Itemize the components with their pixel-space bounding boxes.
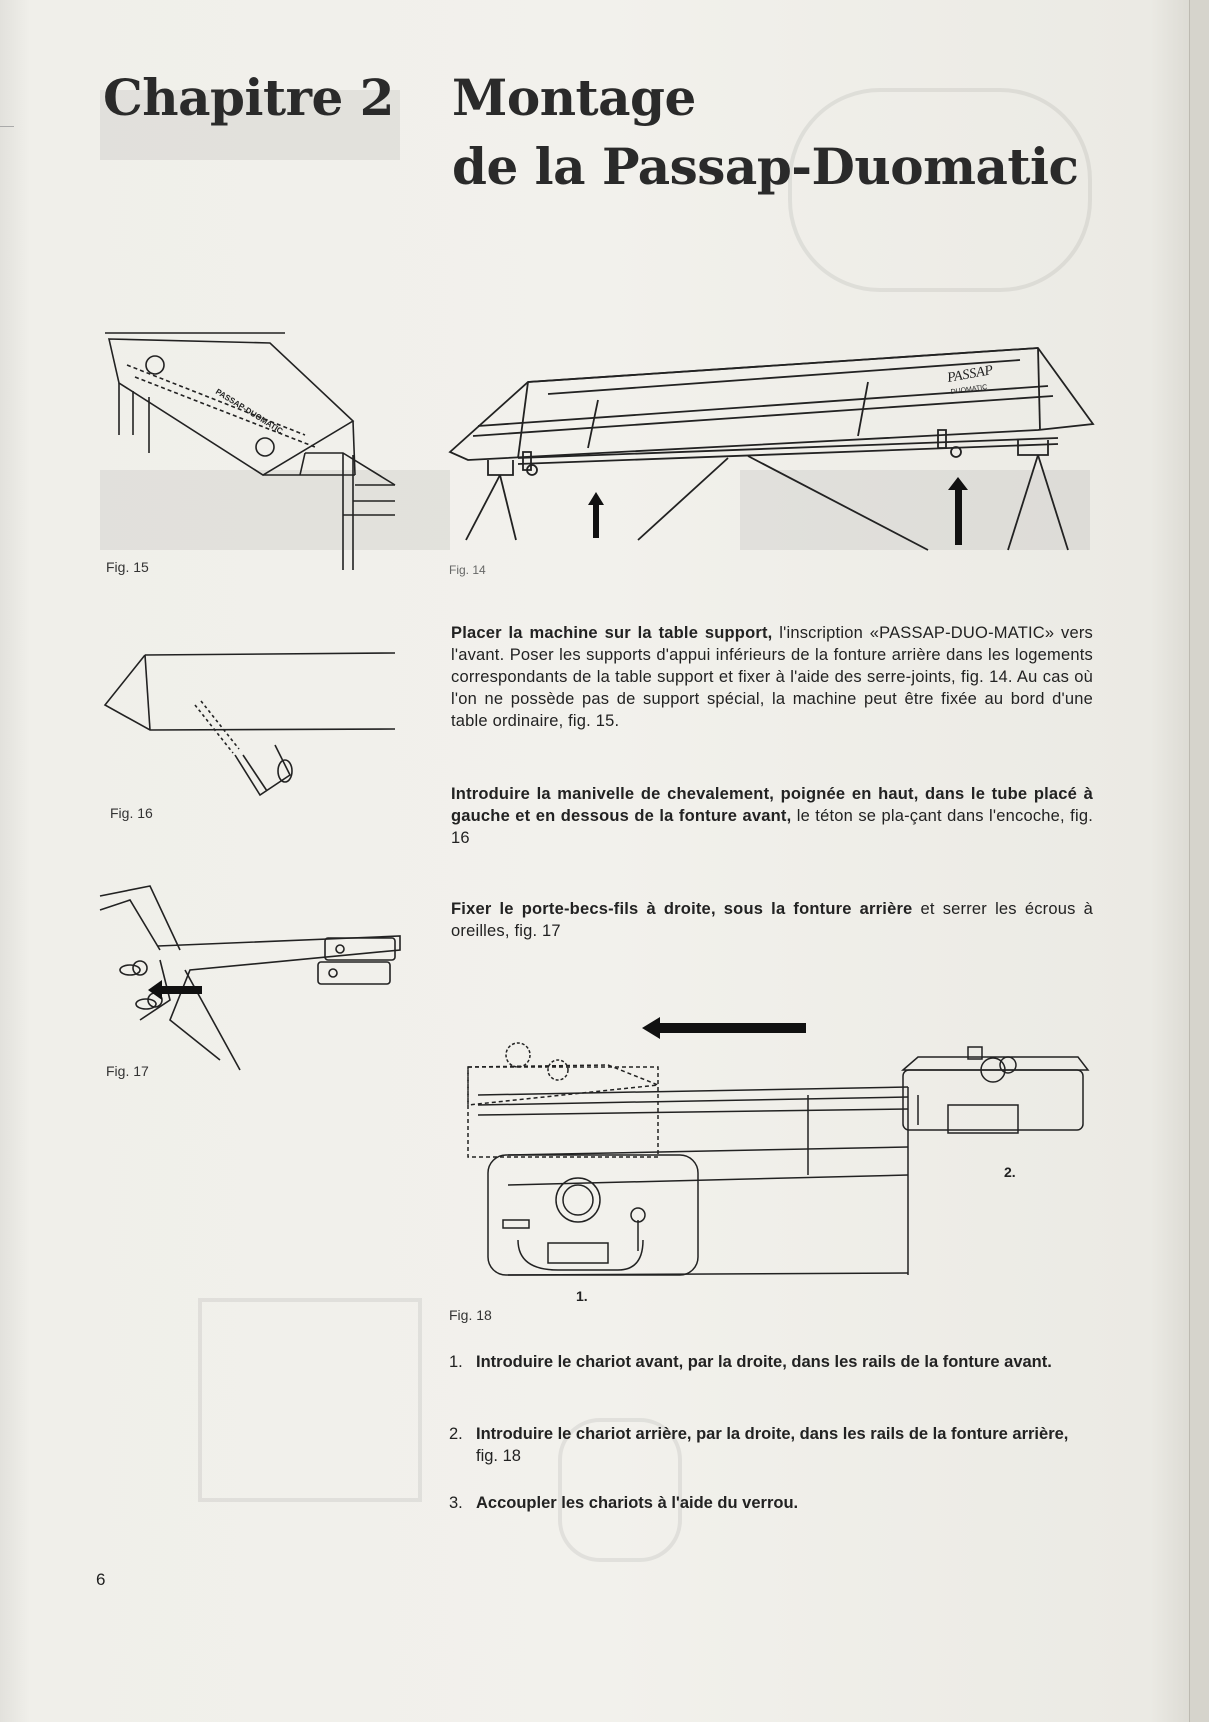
paragraph-crank-lead: Introduire la manivelle de chevalement, poignée en haut, dans le tube placé à gauche et en dessous de la fonture avant, <box>451 785 1093 825</box>
step-2-number: 2. <box>449 1425 463 1443</box>
page-spine <box>1189 0 1209 1722</box>
fig14-illustration <box>448 340 1098 560</box>
step-1-text <box>476 1351 1094 1373</box>
paragraph-placement-lead: Placer la machine sur la table support, <box>451 624 773 642</box>
fig16-label: Fig. 16 <box>110 805 153 821</box>
step-3-bold: Accoupler les chariots à l'aide du verrou. <box>476 1494 799 1512</box>
step-2-body: fig. 18 <box>476 1447 521 1465</box>
step-2-bold: Introduire le chariot arrière, par la droite, dans les rails de la fonture arrière, <box>476 1425 1069 1443</box>
step-1-number: 1. <box>449 1353 463 1371</box>
edge-mark <box>0 120 14 127</box>
fig14-brand: PASSAP <box>946 363 995 386</box>
fig18-callout-2: 2. <box>1004 1164 1016 1180</box>
fig14-model: DUOMATIC <box>950 383 988 396</box>
chapter-title-line2: de la Passap-Duomatic <box>452 137 1079 196</box>
step-3-text <box>476 1492 1094 1514</box>
paragraph-crank-body: le téton se pla-çant dans l'encoche, fig. 16 <box>451 807 1093 847</box>
paragraph-yarn-holder-body: et serrer les écrous à oreilles, fig. 17 <box>451 900 1093 940</box>
fig15-label: Fig. 15 <box>106 559 149 575</box>
chapter-number: Chapitre 2 <box>103 68 394 127</box>
fig16-illustration <box>105 645 405 825</box>
fig15-plate-text: PASSAP-DUOMATIC <box>213 387 285 436</box>
paragraph-crank <box>451 783 1093 849</box>
fig14-label: Fig. 14 <box>449 563 486 577</box>
paragraph-yarn-holder <box>451 898 1093 942</box>
fig17-illustration <box>100 880 420 1080</box>
paragraph-placement-body: l'inscription «PASSAP-DUO-MATIC» vers l'avant. Poser les supports d'appui inférieurs de la fonture arrière dans les logements correspondants de la table support et fixer à l'aide des serre-joints, fig. 14. Au cas où l'on ne possède pas de support spécial, la machine peut être fixée au bord d'une table ordinaire, fig. 15. <box>451 624 1093 730</box>
fig18-illustration <box>448 1015 1098 1305</box>
page-number: 6 <box>96 1570 106 1589</box>
paragraph-placement <box>451 622 1093 732</box>
fig18-callout-1: 1. <box>576 1288 588 1304</box>
fig18-label: Fig. 18 <box>449 1307 492 1323</box>
fig15-illustration <box>105 325 405 575</box>
step-1-bold: Introduire le chariot avant, par la droite, dans les rails de la fonture avant. <box>476 1353 1052 1371</box>
step-2-text <box>476 1423 1094 1467</box>
paragraph-yarn-holder-lead: Fixer le porte-becs-fils à droite, sous la fonture arrière <box>451 900 913 918</box>
step-3-number: 3. <box>449 1494 463 1512</box>
fig17-label: Fig. 17 <box>106 1063 149 1079</box>
chapter-title-line1: Montage <box>452 68 696 127</box>
